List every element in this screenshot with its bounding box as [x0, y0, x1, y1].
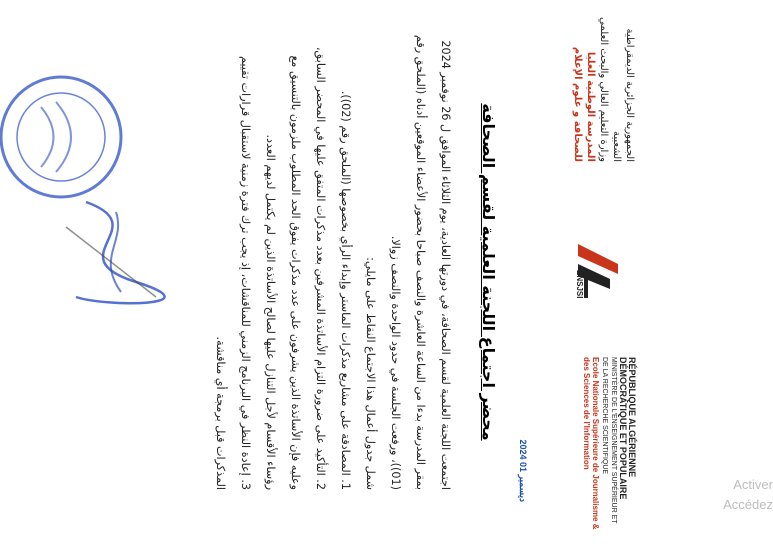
signature-icon: [46, 187, 176, 317]
header-ar-line1: الجمهورية الجزائرية الديمقراطية الشعبية: [611, 28, 635, 162]
agenda-item-3: 3. إعادة النظر في البرنامج الزمني للمناقشات، إذ يجب ترك فترة زمنية لاستقبال قرارات تقييم المذكرات قبل برمجة أي مناقشة.: [214, 55, 252, 490]
watermark-line1: Activer: [733, 477, 773, 492]
body-paragraph-1: اجتمعت اللجنة العلمية لقسم الصحافة، في دورتها العادية، يوم الثلاثاء الموافق ل 26 نوفمبر 2024 بمقر المدرسة بدءا من الساعة العاشرة والنصف صباحا بحضور الأعضاء الموقعين أدناه (الملحق رقم (01))، ورفعت الجلسة في حدود الواحدة والنصف زوالا.: [389, 34, 452, 490]
header-ar-school: المدرسة الوطنية العليا للصحافة و علوم الإعلام: [572, 46, 596, 162]
header-arabic: [571, 12, 636, 162]
document-title: محضر اجتماع اللجنة العلمية لقسم الصحافة: [479, 103, 498, 441]
header-ar-line2: وزارة التعليم العالي والبحث العلمي: [598, 17, 609, 162]
body-paragraph-2: شمل جدول أعمال هذا الاجتماع النقاط على مايلي:: [364, 257, 377, 490]
document-page: [0, 12, 646, 532]
watermark-line2: Accédez: [723, 497, 773, 512]
header-fr-line2: MINISTÈRE DE L'ENSEIGNEMENT SUPÉRIEUR ET DE LA RECHERCHE SCIENTIFIQUE: [601, 357, 617, 524]
header-fr-line1: RÉPUBLIQUE ALGÉRIENNE DÉMOCRATIQUE ET POPULAIRE: [618, 357, 637, 500]
header-french: [582, 357, 636, 532]
document-date: 2024 ديسمبر 01: [518, 439, 528, 502]
windows-activation-watermark: [723, 475, 773, 515]
document-body: [208, 32, 458, 512]
agenda-item-2: 2. التأكيد على ضرورة التزام الأساتذة المشرفين بعدد مذكرات المتفق عليها في المحضر السابق، وعليه فإن الأساتذة الذين يشرفون على عدد مذكرات يفوق الحد المطلوب ملزمون بالتنسيق مع رؤساء الأقسام لأجل التنازل عليها لصالح الأساتذة الذين لم يكتمل لديهم العدد.: [264, 46, 327, 490]
header-fr-school: Ecole Nationale Supérieure de Journalisme & des Sciences de l'Information: [582, 357, 600, 530]
official-stamp-icon: [0, 72, 126, 202]
agenda-item-1: 1. المصادقة على مشاريع مذكرات الماستر وإبداء الرأي بخصوصها (الملحق رقم (02)).: [339, 90, 352, 490]
logo-abbr: ENSJSI: [575, 270, 584, 299]
